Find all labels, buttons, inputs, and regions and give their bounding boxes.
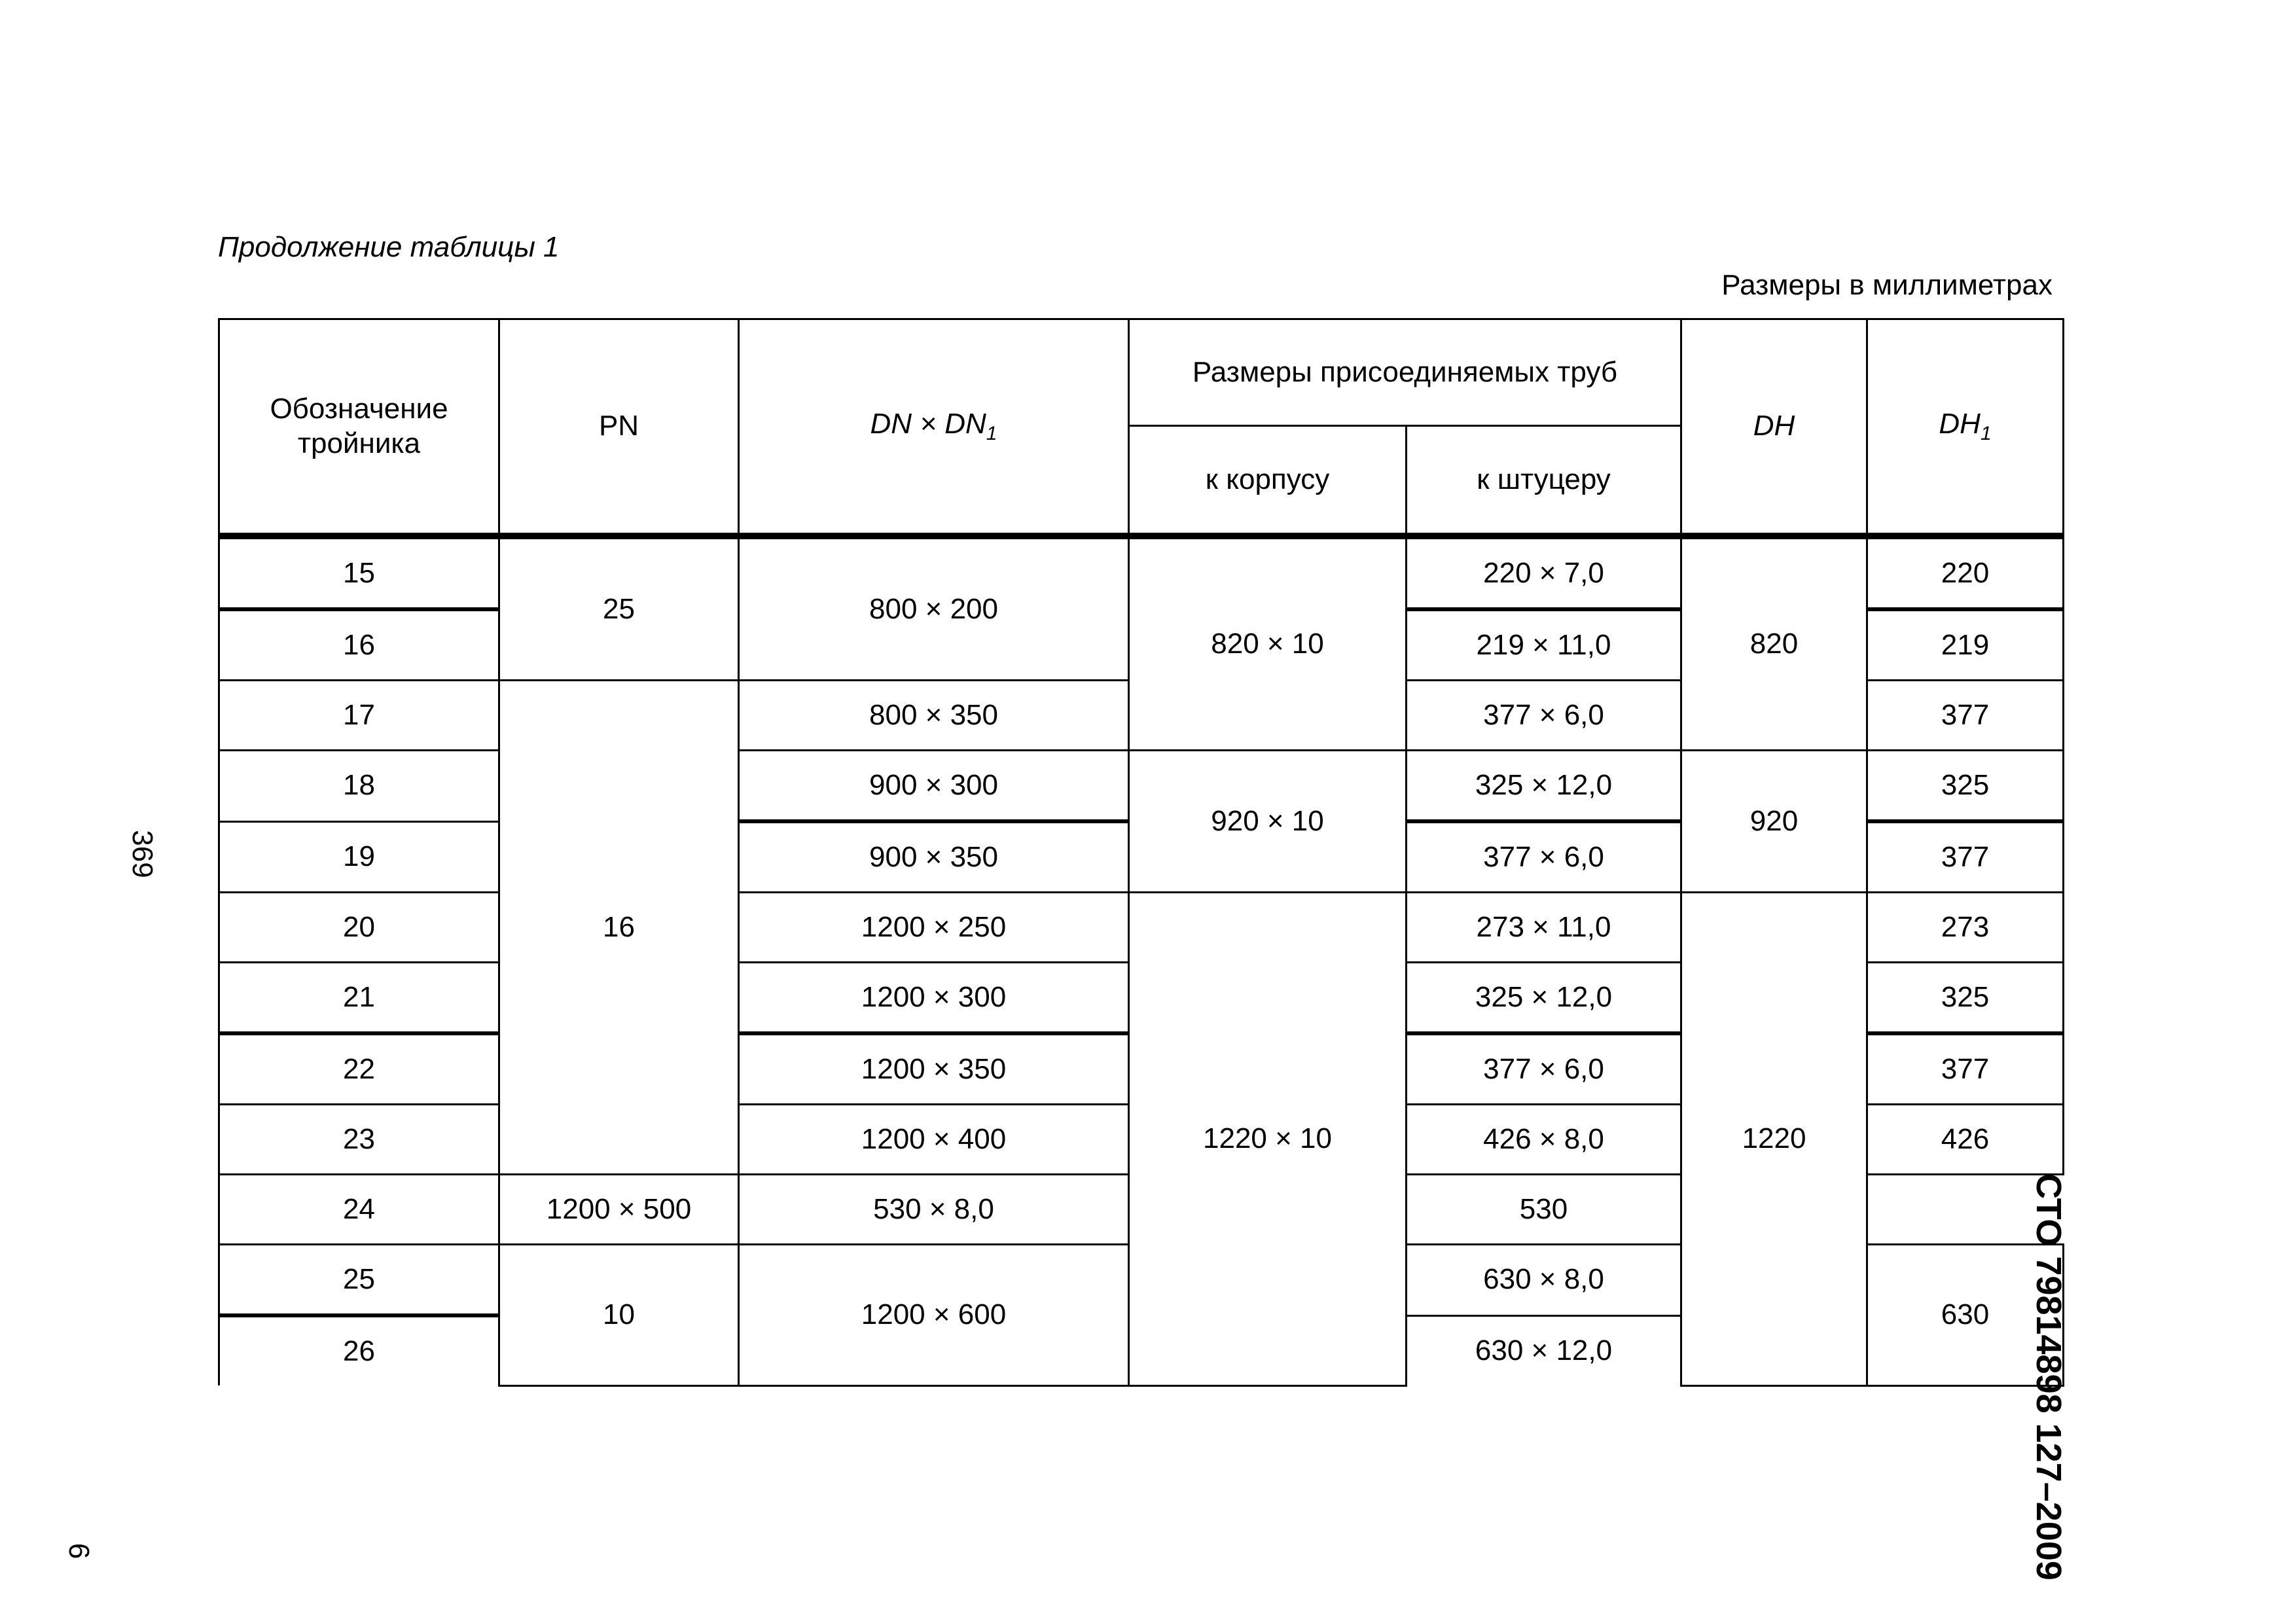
cell-branch-size: 377 × 6,0 xyxy=(1407,681,1681,751)
header-dh: DH xyxy=(1681,319,1867,537)
units-note: Размеры в миллиметрах xyxy=(1721,269,2053,301)
cell-designation: 23 xyxy=(219,1105,499,1175)
cell-branch-size: 220 × 7,0 xyxy=(1407,536,1681,609)
cell-branch-size: 377 × 6,0 xyxy=(1407,1033,1681,1105)
cell-dh1: 377 xyxy=(1867,1033,2064,1105)
cell-dh1: 530 xyxy=(1407,1175,1681,1245)
cell-designation: 16 xyxy=(219,609,499,681)
cell-branch-size: 426 × 8,0 xyxy=(1407,1105,1681,1175)
cell-dh1: 220 xyxy=(1867,536,2064,609)
header-pn: PN xyxy=(499,319,739,537)
cell-dn: 1200 × 350 xyxy=(739,1033,1129,1105)
cell-pn: 16 xyxy=(499,681,739,1175)
cell-designation: 22 xyxy=(219,1033,499,1105)
page-number-side: 369 xyxy=(126,830,158,878)
header-dn-text: DN × DN xyxy=(870,408,986,440)
header-designation: Обозначение тройника xyxy=(219,319,499,537)
cell-dn: 800 × 350 xyxy=(739,681,1129,751)
document-code: СТО 79814898 127–2009 xyxy=(2029,1173,2068,1580)
cell-branch-size: 325 × 12,0 xyxy=(1407,963,1681,1034)
cell-designation: 19 xyxy=(219,821,499,893)
cell-dh1: 377 xyxy=(1867,681,2064,751)
cell-designation: 24 xyxy=(219,1175,499,1245)
cell-designation: 21 xyxy=(219,963,499,1034)
table-row xyxy=(219,751,2064,822)
cell-dn: 900 × 300 xyxy=(739,751,1129,822)
cell-dh1: 219 xyxy=(1867,609,2064,681)
cell-dh1: 377 xyxy=(1867,821,2064,893)
cell-branch-size: 630 × 12,0 xyxy=(1407,1315,1681,1385)
cell-branch-size: 273 × 11,0 xyxy=(1407,893,1681,963)
cell-designation: 15 xyxy=(219,536,499,609)
cell-dn: 1200 × 500 xyxy=(499,1175,739,1245)
header-dh1-sub: 1 xyxy=(1980,422,1992,444)
table-row xyxy=(219,893,2064,963)
cell-designation: 17 xyxy=(219,681,499,751)
cell-designation: 18 xyxy=(219,751,499,822)
header-dh1 xyxy=(1867,319,2064,537)
cell-body-size: 820 × 10 xyxy=(1129,536,1407,751)
cell-pn: 25 xyxy=(499,536,739,681)
cell-dh1: 630 xyxy=(1867,1245,2064,1386)
cell-designation: 20 xyxy=(219,893,499,963)
cell-dh: 1220 xyxy=(1681,893,1867,1386)
cell-dh: 920 xyxy=(1681,751,1867,893)
cell-designation: 25 xyxy=(219,1245,499,1316)
cell-dh1: 325 xyxy=(1867,963,2064,1034)
header-dn xyxy=(739,319,1129,537)
header-dh1-text: DH xyxy=(1939,408,1981,440)
cell-dn: 1200 × 300 xyxy=(739,963,1129,1034)
cell-branch-size: 325 × 12,0 xyxy=(1407,751,1681,822)
cell-body-size: 1220 × 10 xyxy=(1129,893,1407,1386)
cell-designation: 26 xyxy=(219,1315,499,1385)
cell-dn: 900 × 350 xyxy=(739,821,1129,893)
cell-dh1: 325 xyxy=(1867,751,2064,822)
cell-body-size: 920 × 10 xyxy=(1129,751,1407,893)
header-dn-sub: 1 xyxy=(986,422,997,444)
page-number-bottom: 6 xyxy=(63,1543,95,1560)
tee-dimensions-table xyxy=(218,318,2064,1387)
header-to-branch: к штуцеру xyxy=(1407,426,1681,537)
cell-dn: 1200 × 400 xyxy=(739,1105,1129,1175)
table-row xyxy=(219,536,2064,609)
header-pipe-sizes: Размеры присоединяемых труб xyxy=(1129,319,1681,426)
cell-dh1: 426 xyxy=(1867,1105,2064,1175)
cell-dh: 820 xyxy=(1681,536,1867,751)
cell-dn: 800 × 200 xyxy=(739,536,1129,681)
cell-dh1: 273 xyxy=(1867,893,2064,963)
cell-branch-size: 377 × 6,0 xyxy=(1407,821,1681,893)
cell-branch-size: 530 × 8,0 xyxy=(739,1175,1129,1245)
cell-dn: 1200 × 600 xyxy=(739,1245,1129,1386)
table-caption: Продолжение таблицы 1 xyxy=(218,231,560,263)
cell-dn: 1200 × 250 xyxy=(739,893,1129,963)
cell-branch-size: 630 × 8,0 xyxy=(1407,1245,1681,1316)
cell-branch-size: 219 × 11,0 xyxy=(1407,609,1681,681)
cell-pn: 10 xyxy=(499,1245,739,1386)
header-to-body: к корпусу xyxy=(1129,426,1407,537)
